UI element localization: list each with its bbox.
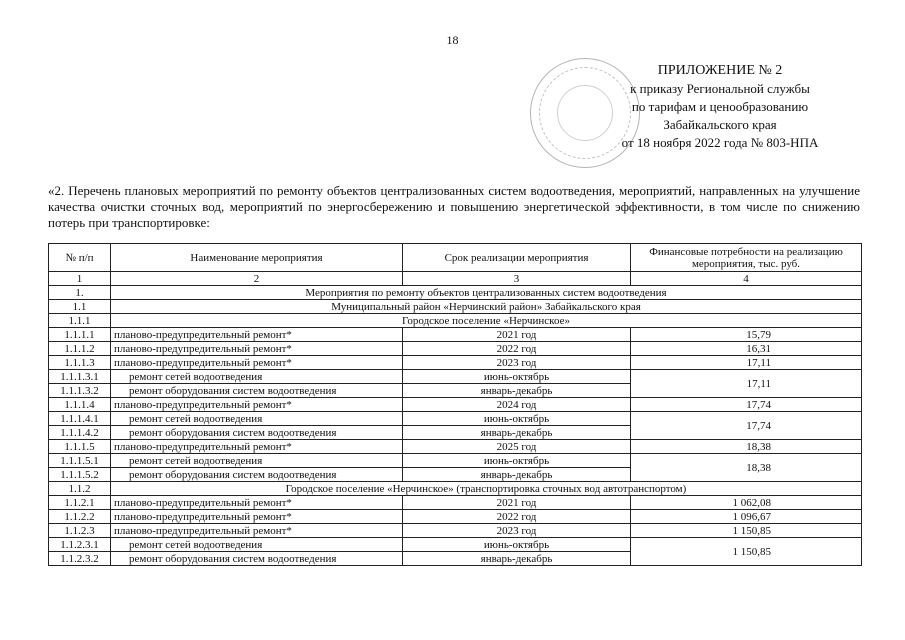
header-name: Наименование мероприятия — [111, 244, 403, 272]
row-number: 1.1.1.4.1 — [49, 412, 111, 426]
row-number: 1.1.1.3 — [49, 356, 111, 370]
section-title: Мероприятия по ремонту объектов централизованных систем водоотведения — [111, 286, 862, 300]
appendix-line: Забайкальского края — [663, 117, 777, 132]
table-section-row — [49, 300, 862, 314]
appendix-line: по тарифам и ценообразованию — [631, 99, 809, 114]
measure-name: планово-предупредительный ремонт* — [111, 510, 403, 524]
measure-name: ремонт оборудования систем водоотведения — [111, 468, 403, 482]
page-number: 18 — [446, 33, 459, 47]
section-title: Муниципальный район «Нерчинский район» Забайкальского края — [111, 300, 862, 314]
measure-cost: 17,74 — [631, 398, 862, 412]
measure-cost: 16,31 — [631, 342, 862, 356]
appendix-block — [600, 62, 840, 152]
measure-cost: 17,11 — [631, 356, 862, 370]
section-title: Городское поселение «Нерчинское» (транспортировка сточных вод автотранспортом) — [111, 482, 862, 496]
row-number: 1. — [49, 286, 111, 300]
measure-term: январь-декабрь — [403, 552, 631, 566]
table-row — [49, 328, 862, 342]
measure-term: январь-декабрь — [403, 468, 631, 482]
measure-name: ремонт оборудования систем водоотведения — [111, 426, 403, 440]
row-number: 1.1.2.3.2 — [49, 552, 111, 566]
column-number: 2 — [111, 272, 403, 286]
table-row — [49, 454, 862, 468]
table-section-row — [49, 314, 862, 328]
row-number: 1.1.1.5.2 — [49, 468, 111, 482]
measure-term: 2025 год — [403, 440, 631, 454]
measure-name: планово-предупредительный ремонт* — [111, 356, 403, 370]
table-row — [49, 510, 862, 524]
measure-term: 2023 год — [403, 356, 631, 370]
row-number: 1.1.1.3.1 — [49, 370, 111, 384]
header-cost: Финансовые потребности на реализацию мероприятия, тыс. руб. — [631, 244, 862, 272]
measure-cost: 17,11 — [631, 370, 862, 398]
measure-cost: 1 096,67 — [631, 510, 862, 524]
row-number: 1.1.1.1 — [49, 328, 111, 342]
measure-cost: 1 150,85 — [631, 538, 862, 566]
table-row — [49, 440, 862, 454]
row-number: 1.1.2.3 — [49, 524, 111, 538]
measure-name: ремонт оборудования систем водоотведения — [111, 384, 403, 398]
row-number: 1.1.1.3.2 — [49, 384, 111, 398]
column-number: 4 — [631, 272, 862, 286]
row-number: 1.1.2.2 — [49, 510, 111, 524]
section-title: Городское поселение «Нерчинское» — [111, 314, 862, 328]
measure-name: ремонт сетей водоотведения — [111, 370, 403, 384]
column-number: 1 — [49, 272, 111, 286]
row-number: 1.1.1 — [49, 314, 111, 328]
table-row — [49, 398, 862, 412]
appendix-title: ПРИЛОЖЕНИЕ № 2 — [657, 63, 783, 78]
table-row — [49, 524, 862, 538]
appendix-line: от 18 ноября 2022 года № 803-НПА — [621, 135, 819, 150]
table-row — [49, 496, 862, 510]
header-term: Срок реализации мероприятия — [403, 244, 631, 272]
row-number: 1.1.1.5 — [49, 440, 111, 454]
row-number: 1.1 — [49, 300, 111, 314]
row-number: 1.1.2.3.1 — [49, 538, 111, 552]
measure-name: ремонт сетей водоотведения — [111, 538, 403, 552]
measure-name: планово-предупредительный ремонт* — [111, 342, 403, 356]
measure-name: ремонт оборудования систем водоотведения — [111, 552, 403, 566]
measure-term: июнь-октябрь — [403, 454, 631, 468]
measure-term: июнь-октябрь — [403, 412, 631, 426]
table-row — [49, 356, 862, 370]
row-number: 1.1.2.1 — [49, 496, 111, 510]
row-number: 1.1.1.2 — [49, 342, 111, 356]
header-number: № п/п — [49, 244, 111, 272]
measure-name: ремонт сетей водоотведения — [111, 412, 403, 426]
table-row — [49, 370, 862, 384]
measures-table — [48, 243, 862, 566]
table-header-row — [49, 244, 862, 272]
table-section-row — [49, 482, 862, 496]
measure-term: 2023 год — [403, 524, 631, 538]
measure-name: планово-предупредительный ремонт* — [111, 398, 403, 412]
measure-cost: 1 150,85 — [631, 524, 862, 538]
measure-name: планово-предупредительный ремонт* — [111, 440, 403, 454]
measure-term: 2024 год — [403, 398, 631, 412]
table-row — [49, 342, 862, 356]
measure-cost: 18,38 — [631, 454, 862, 482]
measure-name: планово-предупредительный ремонт* — [111, 524, 403, 538]
measure-cost: 17,74 — [631, 412, 862, 440]
row-number: 1.1.2 — [49, 482, 111, 496]
measure-cost: 15,79 — [631, 328, 862, 342]
table-body — [49, 286, 862, 566]
table-section-row — [49, 286, 862, 300]
measure-term: июнь-октябрь — [403, 538, 631, 552]
measure-name: планово-предупредительный ремонт* — [111, 496, 403, 510]
measure-term: 2021 год — [403, 496, 631, 510]
column-number: 3 — [403, 272, 631, 286]
measure-term: 2022 год — [403, 510, 631, 524]
table-row — [49, 412, 862, 426]
measure-term: июнь-октябрь — [403, 370, 631, 384]
row-number: 1.1.1.4 — [49, 398, 111, 412]
measure-term: 2022 год — [403, 342, 631, 356]
appendix-line: к приказу Региональной службы — [630, 81, 810, 96]
measure-name: планово-предупредительный ремонт* — [111, 328, 403, 342]
measure-cost: 18,38 — [631, 440, 862, 454]
column-numbers-row — [49, 272, 862, 286]
table-row — [49, 538, 862, 552]
measure-name: ремонт сетей водоотведения — [111, 454, 403, 468]
row-number: 1.1.1.4.2 — [49, 426, 111, 440]
measure-term: 2021 год — [403, 328, 631, 342]
measure-cost: 1 062,08 — [631, 496, 862, 510]
list-heading: «2. Перечень плановых мероприятий по ремонту объектов централизованных систем водоотведения, мероприятий, направленных на улучшение качества очистки сточных вод, мероприятий по энергосбережению и повышению энергетической эффективности, в том числе по снижению потерь при транспортировке: — [48, 183, 860, 230]
measure-term: январь-декабрь — [403, 426, 631, 440]
measure-term: январь-декабрь — [403, 384, 631, 398]
row-number: 1.1.1.5.1 — [49, 454, 111, 468]
